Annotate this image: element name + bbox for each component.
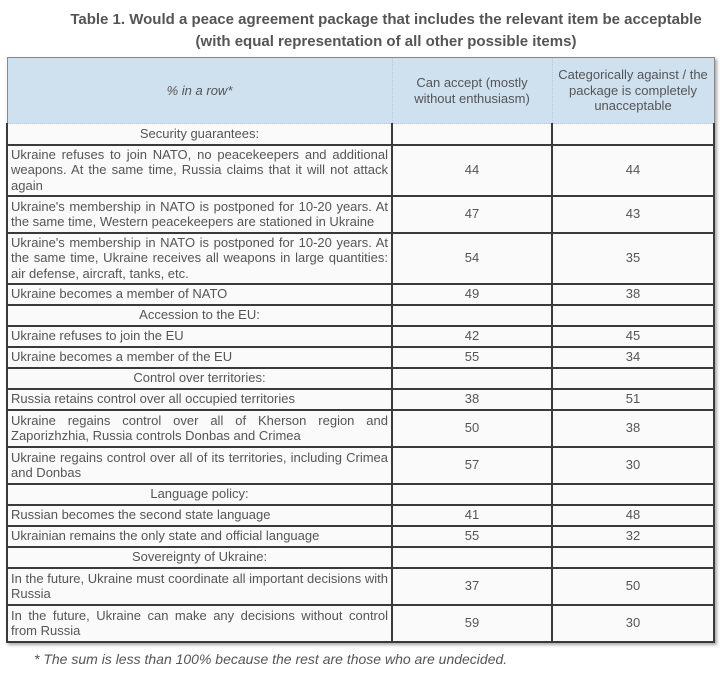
against-value: 51 — [552, 389, 714, 410]
against-value: 34 — [552, 347, 714, 368]
item-label: Russia retains control over all occupied territories — [7, 389, 392, 410]
section-title: Sovereignty of Ukraine: — [7, 547, 392, 568]
table-row — [7, 447, 714, 484]
section-row — [7, 124, 714, 145]
against-value: 30 — [552, 605, 714, 642]
table-title — [0, 9, 720, 53]
item-label: Ukraine refuses to join NATO, no peacekeepers and additional weapons. At the same time, Russia claims that it will not attack again — [7, 145, 392, 196]
table-row — [7, 196, 714, 233]
accept-value: 41 — [392, 505, 552, 526]
table-row — [7, 568, 714, 605]
item-label: Ukraine becomes a member of NATO — [7, 284, 392, 305]
item-label: Ukraine regains control over all of Kherson region and Zaporizhzhia, Russia controls Donbas and Crimea — [7, 410, 392, 447]
against-value: 44 — [552, 145, 714, 196]
accept-value: 57 — [392, 447, 552, 484]
section-title: Accession to the EU: — [7, 305, 392, 326]
against-value: 38 — [552, 284, 714, 305]
table-row — [7, 347, 714, 368]
table-title-line-1: Table 1. Would a peace agreement package that includes the relevant item be acceptable — [70, 11, 702, 28]
table-row — [7, 505, 714, 526]
accept-value: 49 — [392, 284, 552, 305]
footnote: * The sum is less than 100% because the rest are those who are undecided. — [34, 651, 508, 667]
section-row — [7, 305, 714, 326]
item-label: In the future, Ukraine must coordinate all important decisions with Russia — [7, 568, 392, 605]
item-label: Ukraine regains control over all of its territories, including Crimea and Donbas — [7, 447, 392, 484]
table-row — [7, 410, 714, 447]
table-row — [7, 389, 714, 410]
accept-value: 59 — [392, 605, 552, 642]
against-value: 38 — [552, 410, 714, 447]
section-title: Security guarantees: — [7, 124, 392, 145]
table-row — [7, 284, 714, 305]
table-row — [7, 526, 714, 547]
section-row — [7, 484, 714, 505]
header-row — [7, 58, 714, 124]
accept-value: 47 — [392, 196, 552, 233]
item-label: In the future, Ukraine can make any decisions without control from Russia — [7, 605, 392, 642]
accept-value: 42 — [392, 326, 552, 347]
against-value: 45 — [552, 326, 714, 347]
against-value: 50 — [552, 568, 714, 605]
item-label: Ukraine's membership in NATO is postponed for 10-20 years. At the same time, Ukraine receives all weapons in large quantities: air defense, aircraft, tanks, etc. — [7, 233, 392, 284]
item-label: Ukraine becomes a member of the EU — [7, 347, 392, 368]
accept-value: 54 — [392, 233, 552, 284]
against-value: 35 — [552, 233, 714, 284]
accept-value: 44 — [392, 145, 552, 196]
table-row — [7, 233, 714, 284]
item-label: Ukraine refuses to join the EU — [7, 326, 392, 347]
against-value: 43 — [552, 196, 714, 233]
table-row — [7, 326, 714, 347]
accept-value: 38 — [392, 389, 552, 410]
accept-value: 55 — [392, 526, 552, 547]
section-title: Control over territories: — [7, 368, 392, 389]
header-row-label: % in a row* — [7, 58, 392, 124]
against-value: 48 — [552, 505, 714, 526]
results-table — [6, 57, 715, 643]
table-row — [7, 145, 714, 196]
table-row — [7, 605, 714, 642]
accept-value: 55 — [392, 347, 552, 368]
section-row — [7, 368, 714, 389]
header-against: Categorically against / the package is completely unacceptable — [552, 58, 714, 124]
accept-value: 37 — [392, 568, 552, 605]
section-title: Language policy: — [7, 484, 392, 505]
table-title-line-2: (with equal representation of all other possible items) — [195, 33, 577, 50]
item-label: Russian becomes the second state language — [7, 505, 392, 526]
against-value: 32 — [552, 526, 714, 547]
header-can-accept: Can accept (mostly without enthusiasm) — [392, 58, 552, 124]
section-row — [7, 547, 714, 568]
accept-value: 50 — [392, 410, 552, 447]
item-label: Ukrainian remains the only state and official language — [7, 526, 392, 547]
against-value: 30 — [552, 447, 714, 484]
item-label: Ukraine's membership in NATO is postponed for 10-20 years. At the same time, Western peacekeepers are stationed in Ukraine — [7, 196, 392, 233]
